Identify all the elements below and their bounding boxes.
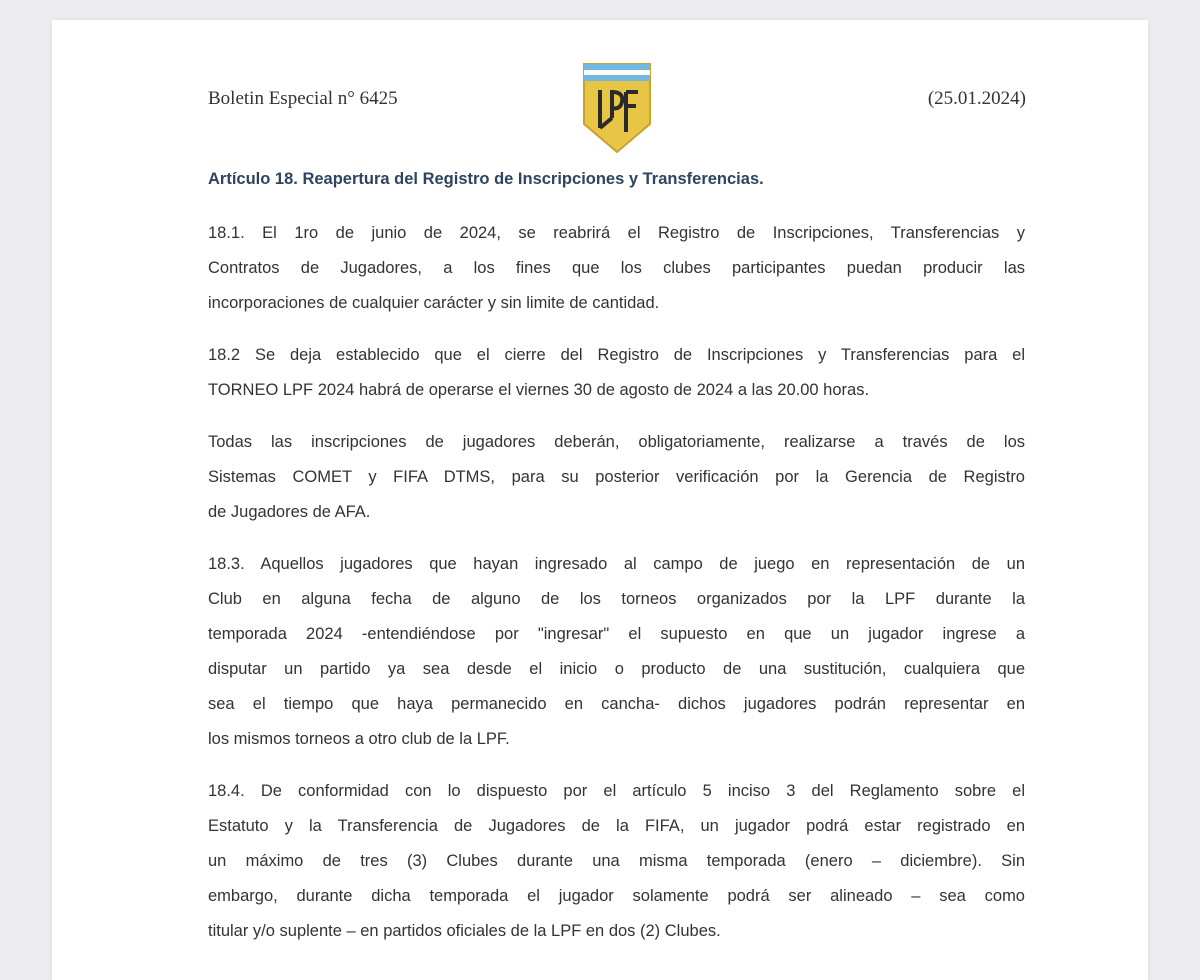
paragraph-line: 18.4. De conformidad con lo dispuesto por el artículo 5 inciso 3 del Reglamento sobre el bbox=[208, 782, 1025, 800]
paragraph-line: Estatuto y la Transferencia de Jugadores de la FIFA, un jugador podrá estar registrado en bbox=[208, 817, 1025, 835]
paragraph-line: titular y/o suplente – en partidos oficiales de la LPF en dos (2) Clubes. bbox=[208, 922, 721, 940]
document-page bbox=[52, 20, 1148, 980]
paragraph-line: temporada 2024 -entendiéndose por "ingresar" el supuesto en que un jugador ingrese a bbox=[208, 625, 1025, 643]
paragraph-line: incorporaciones de cualquier carácter y sin limite de cantidad. bbox=[208, 294, 660, 312]
paragraph-line: Contratos de Jugadores, a los fines que los clubes participantes puedan producir las bbox=[208, 259, 1025, 277]
paragraph-line: de Jugadores de AFA. bbox=[208, 503, 371, 521]
paragraph-line: 18.2 Se deja establecido que el cierre del Registro de Inscripciones y Transferencias para el bbox=[208, 346, 1025, 364]
paragraph-line: los mismos torneos a otro club de la LPF. bbox=[208, 730, 510, 748]
paragraph-line: un máximo de tres (3) Clubes durante una misma temporada (enero – diciembre). Sin bbox=[208, 852, 1025, 870]
paragraph-line: disputar un partido ya sea desde el inicio o producto de una sustitución, cualquiera que bbox=[208, 660, 1025, 678]
paragraph-line: embargo, durante dicha temporada el jugador solamente podrá ser alineado – sea como bbox=[208, 887, 1025, 905]
article-body bbox=[208, 216, 1025, 966]
paragraph-line: Sistemas COMET y FIFA DTMS, para su posterior verificación por la Gerencia de Registro bbox=[208, 468, 1025, 486]
article-paragraph bbox=[208, 547, 1025, 757]
article-paragraph bbox=[208, 216, 1025, 321]
article-paragraph bbox=[208, 338, 1025, 408]
bulletin-number: Boletin Especial n° 6425 bbox=[208, 88, 398, 109]
article-paragraph bbox=[208, 774, 1025, 949]
article-title: Artículo 18. Reapertura del Registro de Inscripciones y Transferencias. bbox=[208, 170, 764, 188]
paragraph-line: Todas las inscripciones de jugadores deberán, obligatoriamente, realizarse a través de los bbox=[208, 433, 1025, 451]
paragraph-line: Club en alguna fecha de alguno de los torneos organizados por la LPF durante la bbox=[208, 590, 1025, 608]
paragraph-line: sea el tiempo que haya permanecido en cancha- dichos jugadores podrán representar en bbox=[208, 695, 1025, 713]
lpf-logo bbox=[582, 62, 652, 154]
paragraph-line: TORNEO LPF 2024 habrá de operarse el viernes 30 de agosto de 2024 a las 20.00 horas. bbox=[208, 381, 870, 399]
article-paragraph bbox=[208, 425, 1025, 530]
paragraph-line: 18.1. El 1ro de junio de 2024, se reabrirá el Registro de Inscripciones, Transferencias y bbox=[208, 224, 1025, 242]
bulletin-date: (25.01.2024) bbox=[927, 88, 1026, 109]
paragraph-line: 18.3. Aquellos jugadores que hayan ingresado al campo de juego en representación de un bbox=[208, 555, 1025, 573]
